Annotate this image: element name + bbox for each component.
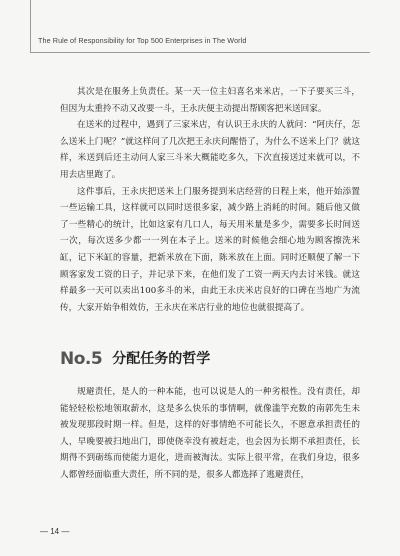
paragraph: 在送米的过程中，遇到了三家米店，有认识王永庆的人就问：“阿庆仔，怎么送米上门呢？”就这样问了几次把王永庆问醒悟了，为什么不送米上门？就这样，米送到后还主动问人家三斗米大概能吃多久，下次直接送过来就可以，不用去店里跑了。: [60, 120, 360, 180]
body-text-upper: [60, 84, 360, 316]
section-title: 分配任务的哲学: [112, 351, 211, 367]
section-heading: [60, 345, 360, 369]
body-text-lower: [60, 384, 360, 484]
header-vertical-rule: [30, 0, 31, 52]
paragraph: 其次是在服务上负责任。某一天一位主妇喜名来米店，一下子要买三斗，但因为太重拎不动又改要一斗，王永庆便主动提出帮顾客把米送回家。: [60, 87, 360, 114]
paragraph: 规避责任，是人的一种本能，也可以说是人的一种劣根性。没有责任，却能轻轻松松地领取薪水，这是多么快乐的事情啊，就像滥竽充数的南郭先生未被发现那段时期一样。但是，这样的好事情绝不可能长久，不愿意承担责任的人，早晚要被扫地出门，即使侥幸没有被赶走，也会因为长期不承担责任，长期得不到砺练而使能力退化，进而被淘汰。实际上很平常，在我们身边，很多人都曾经面临重大责任，所不同的是，很多人都选择了逃避责任，: [60, 387, 360, 480]
running-header-title: The Rule of Responsibility for Top 500 Enterprises in The World: [38, 36, 247, 45]
section-number: No.5: [60, 349, 103, 369]
running-header: [0, 0, 400, 58]
paragraph: 这件事后，王永庆把送米上门服务提到米店经营的日程上来，他开始添置一些运输工具，这样就可以同时送很多家，减少路上消耗的时间。随后他又做了一些精心的统计，比如这家有几口人，每天用米量是多少，需要多长时间送一次，每次送多少都一一列在本子上。送米的时候他会细心地为顾客擦洗米缸，记下米缸的容量，把新米放在下面，陈米放在上面。同时还顺便了解一下顾客家发工资的日子，并记录下来，在他们发了工资一两天内去讨米钱。就这样最多一天可以卖出100多斗的米，由此王永庆米店良好的口碑在当地广为流传，大家开始争相效仿，王永庆在米店行业的地位也就很提高了。: [60, 186, 360, 313]
page-number: — 14 —: [40, 527, 70, 536]
header-horizontal-rule: [30, 52, 370, 53]
